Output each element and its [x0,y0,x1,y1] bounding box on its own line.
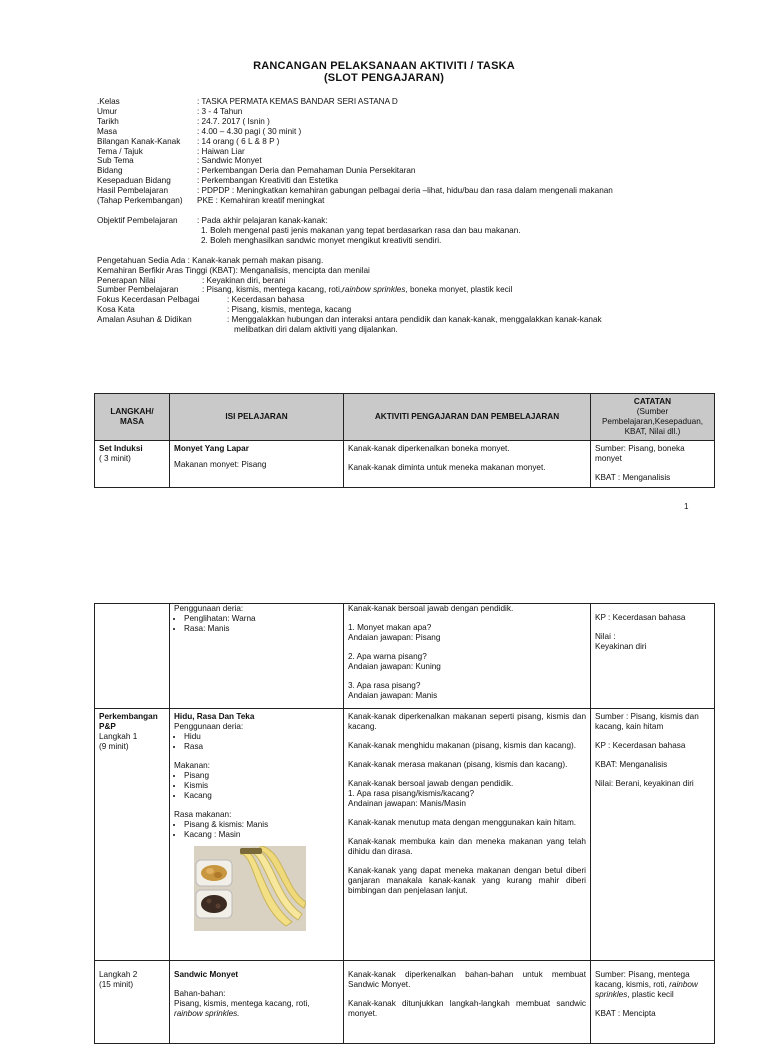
info-row-kelas: .Kelas : TASKA PERMATA KEMAS BANDAR SERI ASTANA D [97,97,398,106]
deria-list [174,614,339,634]
bananas-raisins-nuts-image [194,846,306,931]
list-item: • Kacang : Masin [184,830,339,840]
header-isi: ISI PELAJARAN [170,394,344,441]
document-page-2 [0,600,768,1024]
food-photo [194,846,306,931]
info-row-kesepaduan: Kesepaduan Bidang : Perkembangan Kreativiti dan Estetika [97,176,339,186]
cell-langkah: Set Induksi ( 3 minit) [95,441,170,488]
cell-catatan-cont: KP : Kecerdasan bahasa Nilai : Keyakinan diri [591,604,715,709]
table-row-langkah2 [95,961,715,1044]
info-row-sumber: Sumber Pembelajaran : Pisang, kismis, mentega kacang, roti, rainbow sprinkles , boneka monyet, plastik kecil [97,285,513,295]
lesson-table-page2 [94,603,715,1044]
info-row-pengetahuan: Pengetahuan Sedia Ada : Kanak-kanak pernah makan pisang. [97,255,324,265]
cell-aktiviti-langkah2: Kanak-kanak diperkenalkan bahan-bahan untuk membuat Sandwic Monyet. Kanak-kanak ditunjukkan langkah-langkah membuat sandwic monyet. [344,961,591,1044]
header-catatan: CATATAN (Sumber Pembelajaran,Kesepaduan, KBAT, Nilai dll.) [591,394,715,441]
info-row-subtema: Sub Tema : Sandwic Monyet [97,156,262,166]
info-row-nilai: Penerapan Nilai : Keyakinan diri, berani [97,275,286,285]
document-subtitle: (SLOT PENGAJARAN) [323,72,445,84]
cell-catatan: Sumber: Pisang, boneka monyet KBAT : Menganalisis [591,441,715,488]
info-row-tarikh: Tarikh : 24.7. 2017 ( Isnin ) [97,116,270,126]
info-row-masa: Masa : 4.00 – 4.30 pagi ( 30 minit ) [97,126,302,136]
list-item: • Rasa [184,742,339,752]
document-page-1 [0,0,768,520]
info-row-kbat: Kemahiran Berfikir Aras Tinggi (KBAT): Menganalisis, mencipta dan menilai [97,265,370,275]
info-row-kosa: Kosa Kata : Pisang, kismis, mentega, kacang [97,305,352,315]
cell-aktiviti-langkah1: Kanak-kanak diperkenalkan makanan seperti pisang, kismis dan kacang. Kanak-kanak menghidu makanan (pisang, kismis dan kacang). Kanak-kanak merasa makanan (pisang, kismis dan kacang). Kanak-kanak bersoal jawab dengan pendidik. 1. Apa rasa pisang/kismis/kacang? Andainan jawapan: Manis/Masin Kanak-kanak menutup mata dengan menggunakan kain hitam. Kanak-kanak membuka kain dan meneka makanan yang telah dihidu dan dirasa. Kanak-kanak yang dapat meneka makanan dengan betul diberi ganjaran manakala kanak-kanak yang kurang mahir diberi bimbingan dan penjelasan lanjut. [344,709,591,961]
document-title: RANCANGAN PELAKSANAAN AKTIVITI / TASKA [253,60,515,72]
cell-langkah2: Langkah 2 (15 minit) [95,961,170,1044]
cell-langkah-cont [95,604,170,709]
list-item: • Rasa: Manis [184,624,339,634]
cell-isi: Monyet Yang Lapar Makanan monyet: Pisang [170,441,344,488]
list-item: • Pisang & kismis: Manis [184,820,339,830]
header-langkah: LANGKAH/ MASA [95,394,170,441]
cell-langkah1: Perkembangan P&P Langkah 1 (9 minit) [95,709,170,961]
cell-isi-langkah1: Hidu, Rasa Dan Teka Penggunaan deria: • Hidu • Rasa Makanan: • Pisang • Kismis • Kacang Rasa makanan: • Pisang & kismis: Manis • Kacang : Masin [170,709,344,961]
info-row-amalan: Amalan Asuhan & Didikan : Menggalakkan hubungan dan interaksi antara pendidik dan kanak-kanak, menggalakkan kanak-kanak [97,315,602,325]
table-row-continued [95,604,715,709]
cell-aktiviti-cont: Kanak-kanak bersoal jawab dengan pendidik. 1. Monyet makan apa? Andaian jawapan: Pisang 2. Apa warna pisang? Andaian jawapan: Kuning 3. Apa rasa pisang? Andaian jawapan: Manis [344,604,591,709]
info-row-bidang: Bidang : Perkembangan Deria dan Pemahaman Dunia Persekitaran [97,166,416,176]
cell-catatan-langkah2: Sumber: Pisang, mentega kacang, kismis, roti, rainbow sprinkles, plastic kecil KBAT : Mencipta [591,961,715,1044]
table-header-row [95,394,715,441]
lesson-info-block [97,97,613,335]
info-row-tema: Tema / Tajuk : Haiwan Liar [97,146,245,156]
list-item: • Pisang [184,771,339,781]
list-item: • Hidu [184,732,339,742]
cell-aktiviti: Kanak-kanak diperkenalkan boneka monyet. Kanak-kanak diminta untuk meneka makanan monyet. [344,441,591,488]
info-row-objektif: Objektif Pembelajaran : Pada akhir pelajaran kanak-kanak: [97,215,328,225]
cell-catatan-langkah1: Sumber : Pisang, kismis dan kacang, kain hitam KP : Kecerdasan bahasa KBAT: Menganalisis Nilai: Berani, keyakinan diri [591,709,715,961]
list-item: • Penglihatan: Warna [184,614,339,624]
page-number: 1 [684,502,689,511]
list-item: • Kismis [184,781,339,791]
table-row-set-induksi [95,441,715,488]
info-row-fokus: Fokus Kecerdasan Pelbagai : Kecerdasan bahasa [97,295,305,305]
cell-isi-cont: Penggunaan deria: • Penglihatan: Warna • Rasa: Manis [170,604,344,709]
cell-isi-langkah2: Sandwic Monyet Bahan-bahan: Pisang, kismis, mentega kacang, roti, rainbow sprinkles. [170,961,344,1044]
info-row-tahap: (Tahap Perkembangan) PKE : Kemahiran kreatif meningkat [97,196,325,206]
lesson-table-page1 [94,393,715,488]
info-row-bilangan: Bilangan Kanak-Kanak : 14 orang ( 6 L & 8 P ) [97,136,280,146]
objektif-2: 2. Boleh menghasilkan sandwic monyet mengikut kreativiti sendiri. [201,235,442,245]
info-row-amalan-cont: melibatkan diri dalam aktiviti yang dijalankan. [234,325,398,335]
table-row-langkah1 [95,709,715,961]
objektif-1: 1. Boleh mengenal pasti jenis makanan yang tepat berdasarkan rasa dan bau makanan. [201,225,521,235]
list-item: • Kacang [184,791,339,801]
info-row-hasil: Hasil Pembelajaran : PDPDP : Meningkatkan kemahiran gabungan pelbagai deria –lihat, hidu/bau dan rasa dalam mengenali makanan [97,186,613,196]
info-row-umur: Umur : 3 - 4 Tahun [97,106,243,116]
page-gap [0,520,768,600]
header-aktiviti: AKTIVITI PENGAJARAN DAN PEMBELAJARAN [344,394,591,441]
